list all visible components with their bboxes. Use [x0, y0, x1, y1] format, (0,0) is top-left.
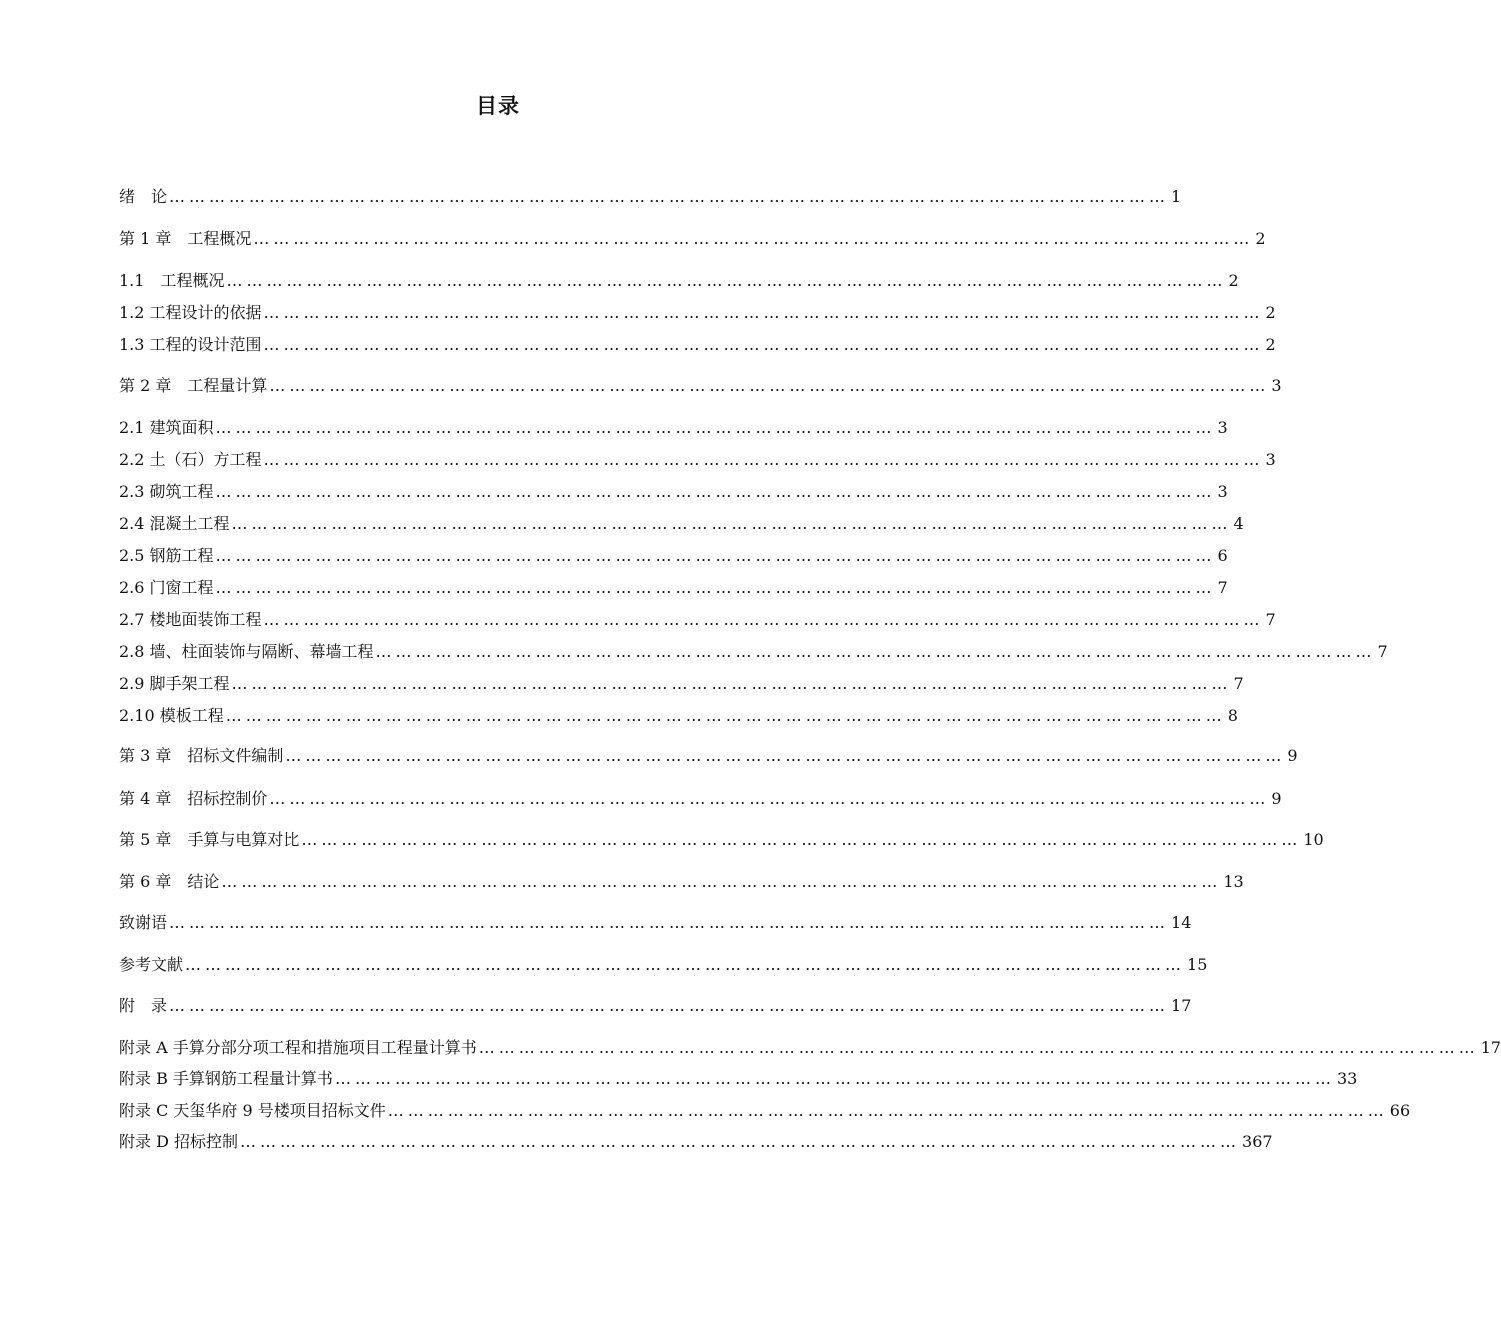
- toc-entry-page: 66: [1389, 1101, 1411, 1120]
- toc-entry[interactable]: [119, 417, 1228, 439]
- toc-entry[interactable]: [119, 954, 1208, 976]
- toc-entry[interactable]: [119, 334, 1276, 356]
- toc-entry-label: 附录 C 天玺华府 9 号楼项目招标文件: [119, 1101, 386, 1120]
- toc-leader-dots: ……………………………………………………………………………………………………………………………………: [301, 830, 1302, 849]
- toc-entry-page: 7: [1265, 610, 1276, 629]
- toc-leader-dots: ……………………………………………………………………………………………………………………………………: [263, 335, 1264, 354]
- toc-entry-page: 33: [1336, 1069, 1358, 1088]
- toc-leader-dots: ……………………………………………………………………………………………………………………………………: [263, 450, 1264, 469]
- toc-entry-label: 2.7 楼地面装饰工程: [119, 610, 262, 629]
- toc-entry-label: 附录 A 手算分部分项工程和措施项目工程量计算书: [119, 1038, 477, 1057]
- toc-entry-page: 9: [1287, 746, 1298, 765]
- toc-entry-label: 2.8 墙、柱面装饰与隔断、幕墙工程: [119, 642, 374, 661]
- toc-entry-page: 7: [1217, 578, 1228, 597]
- toc-entry-page: 3: [1217, 482, 1228, 501]
- toc-entry-page: 3: [1271, 376, 1282, 395]
- toc-entry[interactable]: [119, 513, 1244, 535]
- toc-entry-label: 1.2 工程设计的依据: [119, 303, 262, 322]
- toc-entry[interactable]: [119, 829, 1324, 851]
- toc-entry-page: 10: [1303, 830, 1324, 849]
- toc-entry[interactable]: [119, 1131, 1273, 1153]
- toc-leader-dots: ……………………………………………………………………………………………………………………………………: [240, 1132, 1241, 1151]
- toc-leader-dots: ……………………………………………………………………………………………………………………………………: [334, 1069, 1335, 1088]
- toc-entry[interactable]: [119, 1068, 1358, 1090]
- toc-leader-dots: ……………………………………………………………………………………………………………………………………: [269, 789, 1270, 808]
- toc-entry-label: 附 录: [119, 996, 168, 1015]
- toc-leader-dots: ……………………………………………………………………………………………………………………………………: [285, 746, 1286, 765]
- toc-entry-label: 第 2 章 工程量计算: [119, 376, 268, 395]
- toc-entry-page: 367: [1242, 1132, 1273, 1151]
- toc-entry-page: 15: [1187, 955, 1208, 974]
- toc-leader-dots: ……………………………………………………………………………………………………………………………………: [253, 229, 1254, 248]
- toc-entry-page: 9: [1271, 789, 1282, 808]
- toc-leader-dots: ……………………………………………………………………………………………………………………………………: [185, 955, 1186, 974]
- toc-entry-label: 2.3 砌筑工程: [119, 482, 214, 501]
- toc-leader-dots: ……………………………………………………………………………………………………………………………………: [263, 303, 1264, 322]
- toc-entry-label: 第 1 章 工程概况: [119, 229, 252, 248]
- toc-leader-dots: ……………………………………………………………………………………………………………………………………: [375, 642, 1376, 661]
- toc-entry[interactable]: [119, 449, 1276, 471]
- toc-leader-dots: ……………………………………………………………………………………………………………………………………: [221, 872, 1222, 891]
- toc-entry-page: 3: [1265, 450, 1276, 469]
- toc-leader-dots: ……………………………………………………………………………………………………………………………………: [387, 1101, 1388, 1120]
- toc-entry-label: 2.1 建筑面积: [119, 418, 214, 437]
- toc-entry-label: 第 6 章 结论: [119, 872, 220, 891]
- toc-leader-dots: ……………………………………………………………………………………………………………………………………: [215, 546, 1216, 565]
- toc-entry-page: 17: [1480, 1038, 1501, 1057]
- toc-entry[interactable]: [119, 673, 1244, 695]
- toc-entry-page: 7: [1377, 642, 1388, 661]
- toc-entry-label: 附录 D 招标控制: [119, 1132, 239, 1151]
- toc-leader-dots: ……………………………………………………………………………………………………………………………………: [215, 482, 1216, 501]
- toc-leader-dots: ……………………………………………………………………………………………………………………………………: [226, 271, 1227, 290]
- toc-leader-dots: ……………………………………………………………………………………………………………………………………: [231, 674, 1232, 693]
- toc-entry-page: 13: [1223, 872, 1244, 891]
- toc-leader-dots: ……………………………………………………………………………………………………………………………………: [231, 514, 1232, 533]
- toc-leader-dots: ……………………………………………………………………………………………………………………………………: [169, 996, 1170, 1015]
- toc-leader-dots: ……………………………………………………………………………………………………………………………………: [169, 187, 1170, 206]
- toc-entry[interactable]: [119, 641, 1388, 663]
- toc-entry[interactable]: [119, 481, 1228, 503]
- toc-entry-label: 绪 论: [119, 187, 168, 206]
- toc-entry-page: 6: [1217, 546, 1228, 565]
- toc-entry-page: 17: [1171, 996, 1192, 1015]
- toc-entry[interactable]: [119, 228, 1266, 250]
- toc-entry-label: 致谢语: [119, 913, 168, 932]
- toc-entry-label: 1.1 工程概况: [119, 271, 225, 290]
- toc-entry[interactable]: [119, 995, 1192, 1017]
- toc-leader-dots: ……………………………………………………………………………………………………………………………………: [478, 1038, 1479, 1057]
- toc-entry-label: 2.5 钢筋工程: [119, 546, 214, 565]
- toc-entry-label: 2.9 脚手架工程: [119, 674, 230, 693]
- toc-entry-label: 2.10 模板工程: [119, 706, 224, 725]
- toc-entry-label: 2.2 土（石）方工程: [119, 450, 262, 469]
- toc-entry-page: 2: [1255, 229, 1266, 248]
- toc-entry[interactable]: [119, 545, 1228, 567]
- toc-entry[interactable]: [119, 609, 1276, 631]
- toc-leader-dots: ……………………………………………………………………………………………………………………………………: [215, 418, 1216, 437]
- toc-entry-label: 2.4 混凝土工程: [119, 514, 230, 533]
- toc-entry[interactable]: [119, 577, 1228, 599]
- toc-entry[interactable]: [119, 912, 1192, 934]
- toc-entry-label: 附录 B 手算钢筋工程量计算书: [119, 1069, 333, 1088]
- toc-leader-dots: ……………………………………………………………………………………………………………………………………: [269, 376, 1270, 395]
- toc-entry[interactable]: [119, 302, 1276, 324]
- toc-leader-dots: ……………………………………………………………………………………………………………………………………: [225, 706, 1226, 725]
- toc-entry-label: 第 3 章 招标文件编制: [119, 746, 284, 765]
- toc-entry[interactable]: [119, 375, 1282, 397]
- toc-entry[interactable]: [119, 270, 1239, 292]
- toc-entry[interactable]: [119, 1037, 1501, 1059]
- toc-entry[interactable]: [119, 788, 1282, 810]
- toc-leader-dots: ……………………………………………………………………………………………………………………………………: [169, 913, 1170, 932]
- toc-entry[interactable]: [119, 186, 1182, 208]
- toc-entry-label: 1.3 工程的设计范围: [119, 335, 262, 354]
- toc-entry[interactable]: [119, 705, 1238, 727]
- toc-entry-page: 8: [1227, 706, 1238, 725]
- toc-entry-label: 2.6 门窗工程: [119, 578, 214, 597]
- toc-entry-page: 2: [1265, 303, 1276, 322]
- toc-entry-label: 参考文献: [119, 955, 184, 974]
- toc-entry-page: 4: [1233, 514, 1244, 533]
- page-title: 目录: [476, 94, 520, 118]
- toc-entry[interactable]: [119, 871, 1244, 893]
- toc-leader-dots: ……………………………………………………………………………………………………………………………………: [215, 578, 1216, 597]
- toc-entry-label: 第 4 章 招标控制价: [119, 789, 268, 808]
- toc-entry[interactable]: [119, 745, 1298, 767]
- toc-entry-page: 3: [1217, 418, 1228, 437]
- toc-entry-page: 1: [1171, 187, 1182, 206]
- toc-entry-page: 7: [1233, 674, 1244, 693]
- toc-entry-page: 2: [1265, 335, 1276, 354]
- toc-leader-dots: ……………………………………………………………………………………………………………………………………: [263, 610, 1264, 629]
- toc-entry-page: 2: [1228, 271, 1239, 290]
- toc-entry-page: 14: [1171, 913, 1192, 932]
- toc-entry[interactable]: [119, 1100, 1411, 1122]
- toc-entry-label: 第 5 章 手算与电算对比: [119, 830, 300, 849]
